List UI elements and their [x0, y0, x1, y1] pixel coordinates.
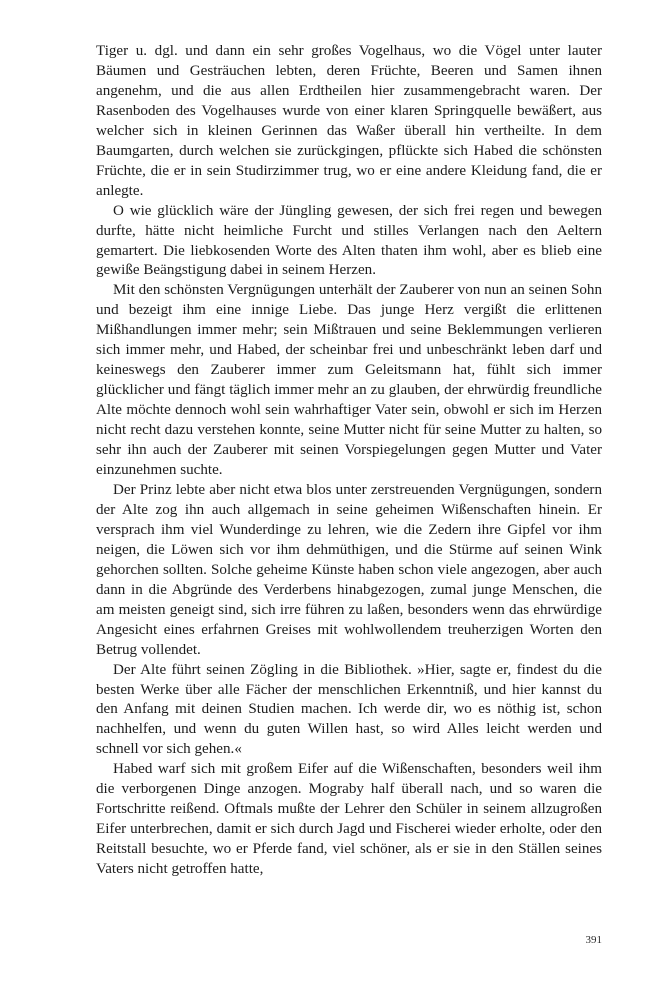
paragraph: Der Prinz lebte aber nicht etwa blos unter zerstreuenden Vergnügungen, sondern der Alte zog ihn auch allgemach in seine geheimen Wißenschaften hinein. Er versprach ihm viel Wunderdinge zu lehren, wie die Zedern ihre Gipfel vor ihm neigen, die Löwen sich vor ihm dehmüthigen, und die Stürme auf seinen Wink gehorchen sollten. Solche geheime Künste haben schon viele angezogen, aber auch dann in die Abgründe des Verderbens hinabgezogen, zumal junge Menschen, die am meisten geneigt sind, sich irre führen zu laßen, besonders wenn das ehrwürdige Angesicht eines erfahrnen Greises mit wohlwollendem treuherzigen Worten den Betrug vollendet.	[96, 481, 602, 658]
paragraph-continuation: Tiger u. dgl. und dann ein sehr großes Vogelhaus, wo die Vögel unter lauter Bäumen und Gesträuchen lebten, deren Früchte, Beeren und Samen ihnen angenehm, und die aus allen Erdtheilen hier zusammengebracht waren. Der Rasenboden des Vogelhauses wurde von einer klaren Springquelle bewäßert, aus welcher sich in kleinen Gerinnen das Waßer überall hin vertheilte. In dem Baumgarten, durch welchen sie zurückgingen, pflückte sich Habed die schönsten Früchte, die er in sein Studirzimmer trug, wo er eine andere Kleidung fand, die er anlegte.	[96, 43, 602, 199]
paragraph: Der Alte führt seinen Zögling in die Bibliothek. »Hier, sagte er, findest du die besten Werke über alle Fächer der menschlichen Erkenntniß, und hier kannst du den Anfang mit deinen Studien machen. Ich werde dir, wo es nöthig ist, schon nachhelfen, und wenn du guten Willen hast, so wird Alles leicht werden und schnell vor sich gehen.«	[96, 661, 602, 758]
paragraph: Mit den schönsten Vergnügungen unterhält der Zauberer von nun an seinen Sohn und bezeigt ihm eine innige Liebe. Das junge Herz vergißt die erlittenen Mißhandlungen immer mehr; sein Mißtrauen und seine Beklemmungen verlieren sich immer mehr, und Habed, der scheinbar frei und unbeschränkt leben darf und keineswegs den Zauberer immer zum Geleitsmann hat, fühlt sich immer glücklicher und fängt täglich immer mehr an zu glauben, der ehrwürdig freundliche Alte möchte dennoch wohl sein wahrhaftiger Vater sein, obwohl er sich im Herzen nicht recht dazu verstehen konnte, seine Mutter nicht für seine Mutter zu halten, so sehr ihn auch der Zauberer mit seinen Vorspiegelungen gegen Mutter und Vater einzunehmen suchte.	[96, 282, 602, 479]
body-text	[96, 42, 602, 880]
page-number: 391	[585, 934, 602, 946]
paragraph: Habed warf sich mit großem Eifer auf die Wißenschaften, besonders weil ihm die verborgenen Dinge anzogen. Mograby half überall nach, und so waren die Fortschritte reißend. Oftmals mußte der Lehrer den Schüler in seinem allzugroßen Eifer unterbrechen, damit er sich durch Jagd und Fischerei wieder erholte, oder den Reitstall besuchte, wo er Pferde fand, viel schöner, als er sie in den Ställen seines Vaters nicht getroffen hatte,	[96, 761, 602, 878]
paragraph: O wie glücklich wäre der Jüngling gewesen, der sich frei regen und bewegen durfte, hätte nicht heimliche Furcht und stilles Verlangen nach den Aeltern gemartert. Die liebkosenden Worte des Alten thaten ihm wohl, aber es blieb eine gewiße Beängstigung dabei in seinem Herzen.	[96, 202, 602, 279]
